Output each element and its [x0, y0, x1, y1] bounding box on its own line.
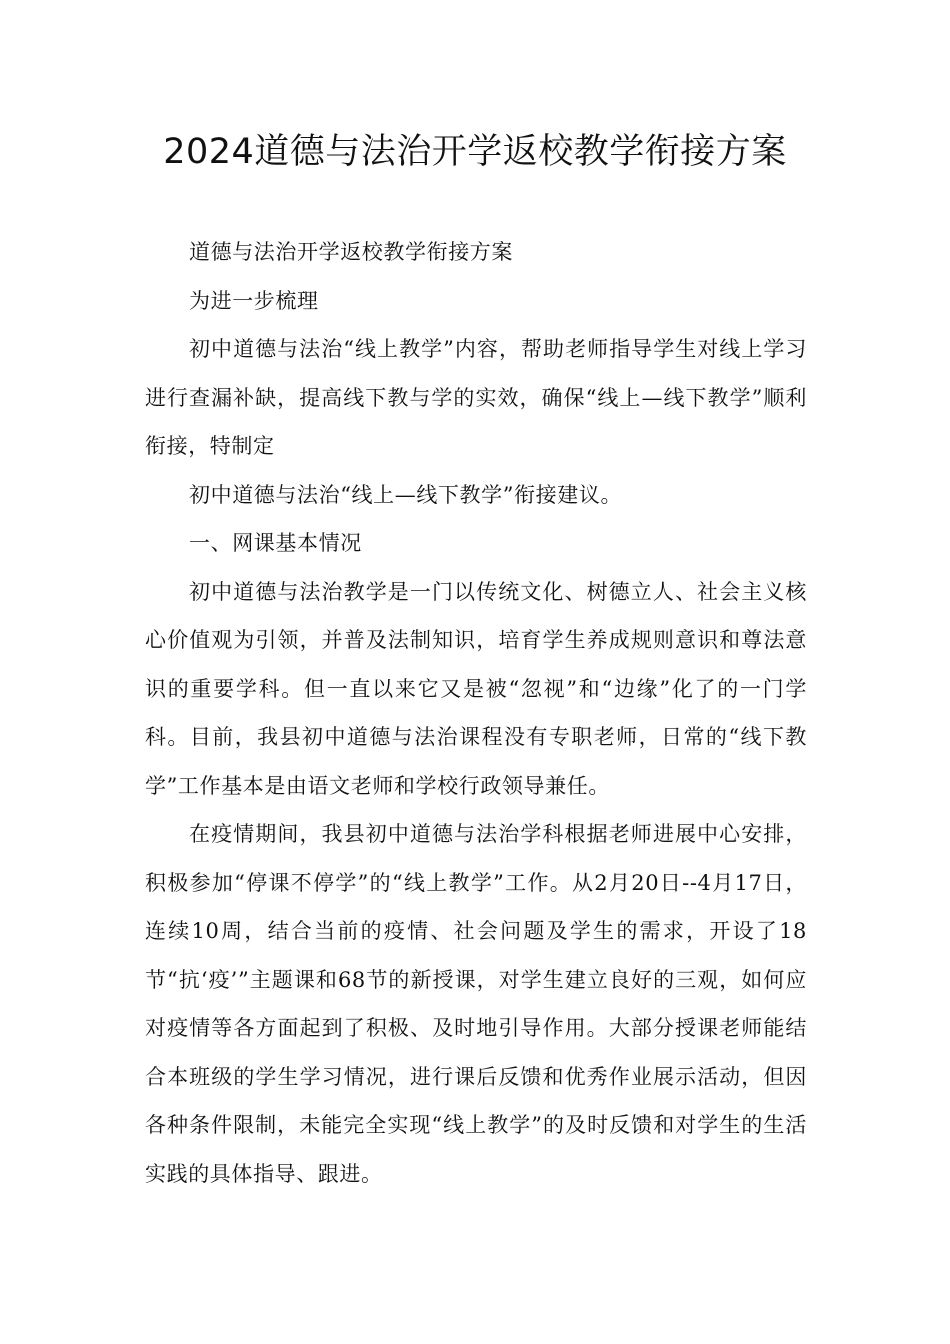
document-title: 2024道德与法治开学返校教学衔接方案	[163, 132, 787, 172]
paragraph-intro: 为进一步梳理	[189, 288, 319, 313]
section-heading-overview: 一、网课基本情况	[189, 531, 362, 555]
paragraph-course-background: 初中道德与法治教学是一门以传统文化、树德立人、社会主义核心价值观为引领，并普及法制知识，培育学生养成规则意识和尊法意识的重要学科。但一直以来它又是被“忽视”和“边缘”化了的一门学科。目前，我县初中道德与法治课程没有专职老师，日常的“线下教学”工作基本是由语文老师和学校行政领导兼任。	[145, 579, 807, 798]
paragraph-purpose: 初中道德与法治“线上教学”内容，帮助老师指导学生对线上学习进行查漏补缺，提高线下教与学的实效，确保“线上—线下教学”顺利衔接，特制定	[145, 337, 807, 458]
document-body	[145, 228, 807, 1198]
paragraph-subtitle: 道德与法治开学返校教学衔接方案	[189, 240, 513, 264]
paragraph-suggestion: 初中道德与法治“线上—线下教学”衔接建议。	[189, 482, 623, 507]
paragraph-pandemic-teaching: 在疫情期间，我县初中道德与法治学科根据老师进展中心安排，积极参加“停课不停学”的“线上教学”工作。从2月20日--4月17日，连续10周，结合当前的疫情、社会问题及学生的需求，开设了18节“抗‘疫’”主题课和68节的新授课，对学生建立良好的三观，如何应对疫情等各方面起到了积极、及时地引导作用。大部分授课老师能结合本班级的学生学习情况，进行课后反馈和优秀作业展示活动，但因各种条件限制，未能完全实现“线上教学”的及时反馈和对学生的生活实践的具体指导、跟进。	[145, 822, 807, 1186]
